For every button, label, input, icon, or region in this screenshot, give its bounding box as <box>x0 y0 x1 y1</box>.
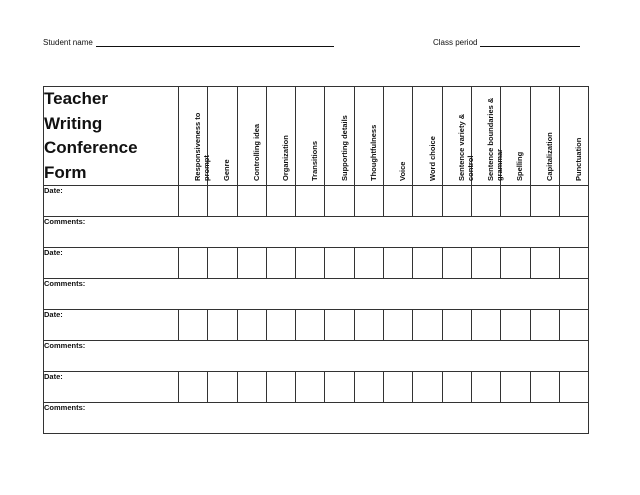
column-label: Spelling <box>515 151 525 181</box>
score-cell[interactable] <box>471 186 500 217</box>
score-cell[interactable] <box>208 186 237 217</box>
column-header-capitalization <box>530 87 559 186</box>
score-cell[interactable] <box>501 248 530 279</box>
header-row <box>44 87 589 186</box>
date-row <box>44 372 589 403</box>
column-label: Genre <box>222 159 232 181</box>
student-name-input-line[interactable] <box>96 37 334 47</box>
column-header-transitions <box>296 87 325 186</box>
score-cell[interactable] <box>471 372 500 403</box>
title-line: Conference <box>44 138 138 157</box>
score-cell[interactable] <box>530 186 559 217</box>
score-cell[interactable] <box>179 186 208 217</box>
comments-cell[interactable]: Comments: <box>44 217 589 248</box>
score-cell[interactable] <box>237 310 266 341</box>
column-label: Punctuation <box>574 137 583 181</box>
date-cell[interactable]: Date: <box>44 248 179 279</box>
score-cell[interactable] <box>384 310 413 341</box>
date-cell[interactable]: Date: <box>44 310 179 341</box>
conference-form-table <box>43 86 589 434</box>
score-cell[interactable] <box>325 310 354 341</box>
score-cell[interactable] <box>413 372 442 403</box>
score-cell[interactable] <box>559 372 588 403</box>
column-label: Responsiveness to prompt <box>193 112 212 181</box>
comments-row <box>44 403 589 434</box>
score-cell[interactable] <box>559 248 588 279</box>
score-cell[interactable] <box>179 372 208 403</box>
date-cell[interactable]: Date: <box>44 372 179 403</box>
column-label: Voice <box>398 161 408 181</box>
column-header-organization <box>266 87 295 186</box>
score-cell[interactable] <box>384 372 413 403</box>
comments-row <box>44 341 589 372</box>
score-cell[interactable] <box>208 248 237 279</box>
column-header-thoughtfulness <box>354 87 383 186</box>
score-cell[interactable] <box>266 310 295 341</box>
column-header-punctuation <box>559 87 588 186</box>
score-cell[interactable] <box>413 310 442 341</box>
date-cell[interactable]: Date: <box>44 186 179 217</box>
column-header-spelling <box>501 87 530 186</box>
score-cell[interactable] <box>354 372 383 403</box>
score-cell[interactable] <box>559 310 588 341</box>
score-cell[interactable] <box>296 372 325 403</box>
column-label: Controlling idea <box>251 123 261 181</box>
column-header-sentence-boundaries <box>471 87 505 186</box>
column-header-voice <box>384 87 413 186</box>
comments-row <box>44 279 589 310</box>
score-cell[interactable] <box>179 310 208 341</box>
title-line: Form <box>44 162 87 182</box>
score-cell[interactable] <box>530 372 559 403</box>
student-name-field <box>43 37 334 47</box>
score-cell[interactable] <box>296 248 325 279</box>
column-header-sentence-variety <box>442 87 475 186</box>
comments-cell[interactable]: Comments: <box>44 403 589 434</box>
score-cell[interactable] <box>266 372 295 403</box>
title-line: Writing <box>44 113 103 133</box>
form-title <box>44 87 179 186</box>
score-cell[interactable] <box>296 310 325 341</box>
student-name-label: Student name <box>43 38 93 47</box>
score-cell[interactable] <box>471 248 500 279</box>
title-line: Teacher <box>44 89 108 108</box>
column-label: Transitions <box>310 140 320 181</box>
score-cell[interactable] <box>237 248 266 279</box>
date-row <box>44 310 589 341</box>
column-label: Thoughtfulness <box>368 124 378 181</box>
score-cell[interactable] <box>208 372 237 403</box>
column-label: Capitalization <box>544 132 554 181</box>
date-row <box>44 186 589 217</box>
score-cell[interactable] <box>325 186 354 217</box>
score-cell[interactable] <box>501 372 530 403</box>
score-cell[interactable] <box>354 310 383 341</box>
score-cell[interactable] <box>442 372 471 403</box>
score-cell[interactable] <box>354 186 383 217</box>
score-cell[interactable] <box>266 186 295 217</box>
column-header-word-choice <box>413 87 442 186</box>
score-cell[interactable] <box>559 186 588 217</box>
comments-row <box>44 217 589 248</box>
column-header-supporting-details <box>325 87 354 186</box>
column-header-controlling-idea <box>237 87 266 186</box>
score-cell[interactable] <box>501 310 530 341</box>
comments-cell[interactable]: Comments: <box>44 341 589 372</box>
column-label: Organization <box>281 135 291 181</box>
score-cell[interactable] <box>325 248 354 279</box>
comments-cell[interactable]: Comments: <box>44 279 589 310</box>
class-period-label: Class period <box>433 38 478 47</box>
score-cell[interactable] <box>296 186 325 217</box>
column-label: Supporting details <box>339 115 349 181</box>
score-cell[interactable] <box>442 310 471 341</box>
score-cell[interactable] <box>384 248 413 279</box>
score-cell[interactable] <box>471 310 500 341</box>
score-cell[interactable] <box>501 186 530 217</box>
score-cell[interactable] <box>413 248 442 279</box>
score-cell[interactable] <box>208 310 237 341</box>
score-cell[interactable] <box>266 248 295 279</box>
class-period-input-line[interactable] <box>480 37 580 47</box>
column-header-responsiveness <box>179 87 212 186</box>
score-cell[interactable] <box>179 248 208 279</box>
column-label: Sentence boundaries & grammar <box>486 97 505 181</box>
column-label: Word choice <box>427 136 437 181</box>
date-row <box>44 248 589 279</box>
column-label: Sentence variety & control <box>456 113 475 181</box>
score-cell[interactable] <box>413 186 442 217</box>
score-cell[interactable] <box>237 186 266 217</box>
score-cell[interactable] <box>530 248 559 279</box>
score-cell[interactable] <box>325 372 354 403</box>
score-cell[interactable] <box>442 186 471 217</box>
score-cell[interactable] <box>442 248 471 279</box>
score-cell[interactable] <box>384 186 413 217</box>
score-cell[interactable] <box>530 310 559 341</box>
score-cell[interactable] <box>354 248 383 279</box>
class-period-field <box>433 37 580 47</box>
score-cell[interactable] <box>237 372 266 403</box>
column-header-genre <box>208 87 237 186</box>
